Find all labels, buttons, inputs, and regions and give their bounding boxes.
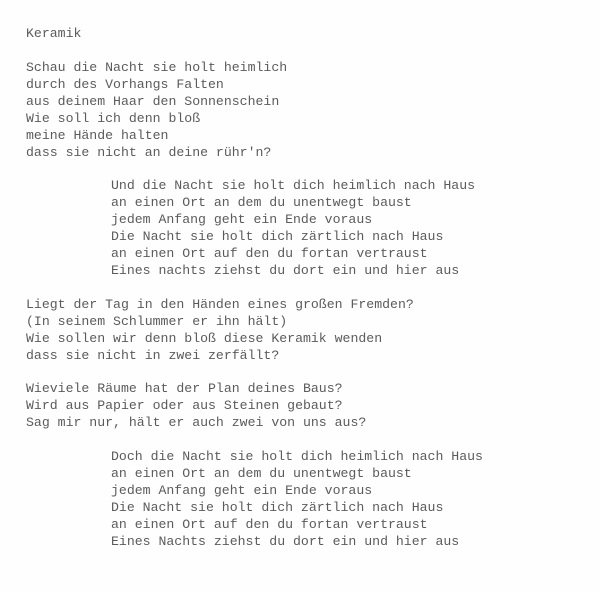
poem-line: dass sie nicht in zwei zerfällt? xyxy=(26,348,280,363)
refrain-line: Doch die Nacht sie holt dich heimlich nach Haus xyxy=(111,449,483,464)
poem-line: aus deinem Haar den Sonnenschein xyxy=(26,94,280,109)
refrain-line: Die Nacht sie holt dich zärtlich nach Haus xyxy=(111,229,444,244)
poem-line: (In seinem Schlummer er ihn hält) xyxy=(26,314,288,329)
poem-line: Wie soll ich denn bloß xyxy=(26,111,201,126)
refrain-line: Und die Nacht sie holt dich heimlich nach Haus xyxy=(111,178,476,193)
refrain-line: an einen Ort an dem du unentwegt baust xyxy=(111,466,412,481)
poem-line: Wieviele Räume hat der Plan deines Baus? xyxy=(26,381,343,396)
refrain-line: Die Nacht sie holt dich zärtlich nach Haus xyxy=(111,500,444,515)
poem-line: Wird aus Papier oder aus Steinen gebaut? xyxy=(26,398,343,413)
refrain-line: an einen Ort auf den du fortan vertraust xyxy=(111,246,428,261)
poem-line: Schau die Nacht sie holt heimlich xyxy=(26,60,288,75)
poem-line: durch des Vorhangs Falten xyxy=(26,77,224,92)
refrain-line: jedem Anfang geht ein Ende voraus xyxy=(111,483,373,498)
poem-title: Keramik xyxy=(26,26,82,41)
refrain-line: Eines nachts ziehst du dort ein und hier aus xyxy=(111,263,460,278)
refrain-line: an einen Ort an dem du unentwegt baust xyxy=(111,195,412,210)
poem-line: dass sie nicht an deine rühr'n? xyxy=(26,145,272,160)
poem-line: meine Hände halten xyxy=(26,128,169,143)
poem-line: Liegt der Tag in den Händen eines großen Fremden? xyxy=(26,297,414,312)
refrain-line: an einen Ort auf den du fortan vertraust xyxy=(111,517,428,532)
poem-line: Sag mir nur, hält er auch zwei von uns aus? xyxy=(26,415,367,430)
poem-line: Wie sollen wir denn bloß diese Keramik wenden xyxy=(26,331,383,346)
refrain-line: jedem Anfang geht ein Ende voraus xyxy=(111,212,373,227)
refrain-line: Eines Nachts ziehst du dort ein und hier aus xyxy=(111,534,460,549)
